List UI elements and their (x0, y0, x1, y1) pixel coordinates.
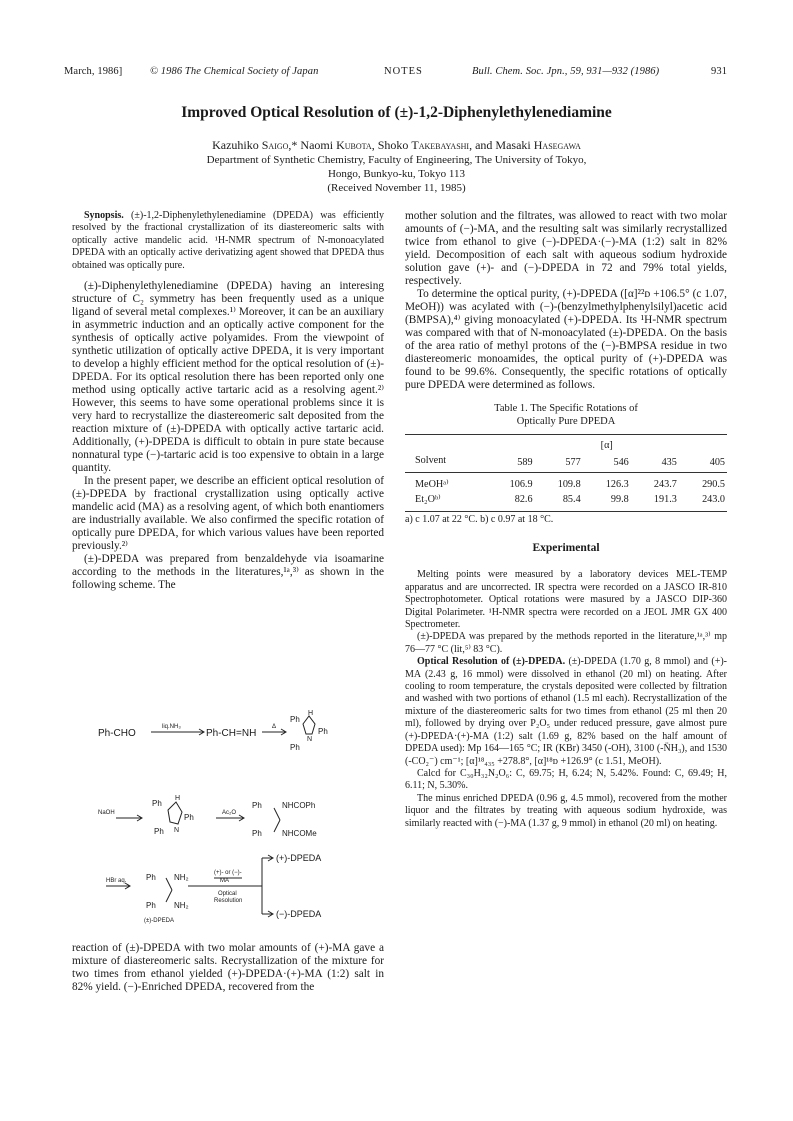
scheme-label: N (307, 736, 313, 743)
column-header: 577 (565, 457, 581, 468)
body-paragraph: reaction of (±)-DPEDA with two molar amounts of (+)-MA gave a mixture of diastereomeric salts. Recrystallization of the mixture for two times from ethanol yielded (+)-DPEDA·(+)-MA (1:2) salt in 82% yield. (−)-Enriched DPEDA, recovered from the (72, 942, 384, 993)
table-header-row (405, 435, 727, 454)
column-header: 589 (517, 457, 533, 468)
scheme-reagent: NaOH (98, 810, 115, 816)
table-cell: 106.9 (509, 479, 533, 490)
author-surname: Takebayashi (411, 138, 470, 152)
scheme-reagent: (+)- or (−)- (214, 870, 242, 876)
header-journal: Bull. Chem. Soc. Jpn., 59, 931—932 (1986) (472, 66, 660, 77)
column-header: Solvent (415, 455, 447, 466)
table-cell: 82.6 (514, 494, 533, 505)
table-row (405, 473, 727, 493)
table-cell: 243.0 (702, 494, 725, 505)
author-list (0, 138, 793, 153)
left-column-continued (72, 942, 384, 994)
body-paragraph: (±)-Diphenylethylenediamine (DPEDA) having an interesing structure of C₂ symmetry has been frequently used as a unique ligand of several metal complexes.¹⁾ Moreover, it can be an auxiliary in asymmetric induction and an optically active component for the synthesis of optically active polyamides. From the viewpoint of synthetic utilization of optically active DPEDA, it is very important to develop a highly efficient method for the optical resolution of (±)-DPEDA. For its optical resolution there has been reported only one method using optically active tartaric acid as a resolving agent.²⁾ However, this seems to have some operational problems since it is very hard to recrystallize the diastereomeric salt deposited from the reaction mixture of (±)-DPEDA with optically active tartaric acid. Additionally, (+)-DPEDA is difficult to obtain in pure state because nonnatural type (−)-tartaric acid is too expensive to obtain in a large quantity. (72, 280, 384, 475)
table-cell: 126.3 (605, 479, 629, 490)
rotation-table (405, 434, 727, 512)
body-paragraph: To determine the optical purity, (+)-DPEDA ([α]²²ᴅ +106.5° (c 1.07, MeOH)) was acylated with (−)-(benzylmethylphenylsilyl)acetic acid (BMPSA),⁴⁾ giving monoacylated (+)-DPEDA. Its ¹H-NMR spectrum was compared with that of N-monoacylated (±)-DPEDA. On the basis of the area ratio of methyl protons of the (−)-BMPSA residue in two diastereomeric monoamides, the optical purity of (+)-DPEDA was found to be 99.6%. Consequently, the specific rotations of optically pure DPEDA were determined as follows. (405, 288, 727, 391)
scheme-reagent: liq.NH₃ (162, 724, 181, 730)
scheme-label: NH₂ (174, 873, 189, 882)
corresponding-mark: ,* (288, 138, 301, 152)
body-paragraph (405, 656, 727, 768)
author-first-name: Naomi (300, 138, 337, 152)
scheme-reagent: Δ (272, 724, 277, 730)
author-separator: , (371, 138, 378, 152)
body-paragraph: In the present paper, we describe an efficient optical resolution of (±)-DPEDA by fractional crystallization using optically active mandelic acid (MA) as a resolving agent, of which both enantiomers are industrially available. We also confirmed the specific rotation of optically pure DPEDA, for which various values have been reported previously.²⁾ (72, 475, 384, 553)
header-copyright: © 1986 The Chemical Society of Japan (150, 66, 319, 77)
scheme-product: (+)-DPEDA (276, 853, 322, 863)
table-cell: 290.5 (702, 479, 725, 490)
scheme-label: H (308, 710, 314, 717)
isoamarine-ring (168, 802, 182, 824)
header-section: NOTES (384, 66, 423, 77)
table-1 (405, 402, 727, 526)
author-surname: Hasegawa (533, 138, 581, 152)
affiliation-line: Department of Synthetic Chemistry, Faculty of Engineering, The University of Tokyo, (206, 154, 587, 166)
scheme-label: NH₂ (174, 901, 189, 910)
table-row (405, 492, 727, 512)
table-cell: Et₂Oᵇ⁾ (415, 494, 441, 505)
scheme-label: Ph (146, 873, 156, 882)
scheme-label: Ph-CH=NH (206, 728, 257, 739)
author-first-name: Masaki (495, 138, 534, 152)
scheme-reagent: Optical (218, 891, 237, 897)
column-header: 435 (661, 457, 677, 468)
table-header-row (405, 453, 727, 473)
body-paragraph: Calcd for C₃₀H₃₂N₂O₆: C, 69.75; H, 6.24; N, 5.42%. Found: C, 69.49; H, 6.11; N, 5.30%. (405, 767, 727, 792)
subsection-heading: Optical Resolution of (±)-DPEDA. (417, 656, 566, 668)
scheme-reagent: Resolution (214, 898, 243, 904)
scheme-label: Ph (252, 829, 262, 838)
column-header: 405 (709, 457, 725, 468)
column-header: 546 (613, 457, 629, 468)
header-page-number: 931 (711, 66, 728, 77)
paragraph-text: (±)-DPEDA (1.70 g, 8 mmol) and (+)-MA (2.43 g, 16 mmol) were dissolved in ethanol (20 ml) on heating. After cooling to room temperature, the crystals deposited were collected by filtration and washed with two portions of ethanol (1.5 ml each). Recrystallization of the mixture of the diastereomeric salts for two times from ethanol (25 ml then 20 ml), followed by drying over P₂O₅ under reduced pressure, gave almost pure (+)-DPEDA·(+)-MA (1:2) salt (1.69 g, 82% based on the half amount of DPEDA used): Mp 164—165 °C; IR (KBr) 3450 (-OH), 3100 (-N̈H₃), and 1530 (-CO₂⁻) cm⁻¹; [α]¹⁸₄₃₅ +278.8°, [α]¹⁸ᴅ +126.9° (c 1.51, MeOH). (405, 656, 728, 767)
scheme-label: (±)-DPEDA (144, 918, 174, 924)
table-caption: Optically Pure DPEDA (516, 416, 616, 427)
author-first-name: Shoko (377, 138, 412, 152)
table-cell: 85.4 (562, 494, 581, 505)
body-paragraph: The minus enriched DPEDA (0.96 g, 4.5 mmol), recovered from the mother liquor and the filtrates by treating with aqueous sodium hydroxide, was similarly reacted with (−)-MA (1.37 g, 9 mmol) in ethanol (20 ml) on heating. (405, 792, 727, 829)
scheme-label: Ph (318, 727, 328, 736)
body-paragraph: mother solution and the filtrates, was allowed to react with two molar amounts of (−)-MA, and the resulting salt was similarly recrystallized twice from ethanol to give (−)-DPEDA·(−)-MA (1:2) salt in 82% yield. Decomposition of each salt with aqueous sodium hydroxide solution gave (+)- and (−)-DPEDA in 72 and 79% total yields, respectively. (405, 210, 727, 287)
scheme-label: Ph (290, 743, 300, 752)
synopsis-text: (±)-1,2-Diphenylethylenediamine (DPEDA) was efficiently resolved by the fractional crystallization of its diastereomeric salts with optically active mandelic acid. ¹H-NMR spectrum of N-monoacylated DPEDA with an optically active derivatizing agent showed that DPEDA thus obtained was optically pure. (72, 210, 384, 271)
synopsis (72, 210, 384, 272)
author-separator: , and (469, 138, 496, 152)
header-date: March, 1986] (64, 66, 123, 77)
imidazoline-ring (303, 716, 315, 734)
scheme-label: H (175, 795, 181, 802)
scheme-label: NHCOPh (282, 801, 316, 810)
author-first-name: Kazuhiko (212, 138, 262, 152)
synthesis-scheme (96, 710, 386, 928)
scheme-reagent: MA (220, 878, 229, 884)
right-column (405, 210, 727, 830)
left-column (72, 210, 384, 592)
synopsis-label: Synopsis. (84, 210, 124, 221)
scheme-product: (−)-DPEDA (276, 909, 322, 919)
table-cell: 243.7 (653, 479, 677, 490)
affiliation-line: Hongo, Bunkyo-ku, Tokyo 113 (327, 168, 466, 180)
scheme-reagent: Ac₂O (222, 810, 236, 816)
body-paragraph: Melting points were measured by a laboratory devices MEL-TEMP apparatus and are uncorrected. IR spectra were recorded on a JASCO IR-810 Spectrophotometer. Optical rotations were masured by a JASCO DIP-360 Digital Polarimeter. ¹H-NMR spectra were recorded on a JEOL JMR GX 400 Spectrometer. (405, 569, 727, 631)
scheme-label: Ph (290, 715, 300, 724)
scheme-label: Ph (146, 901, 156, 910)
scheme-label: Ph (252, 801, 262, 810)
alpha-header: [α] (600, 440, 613, 451)
scheme-reagent: HBr aq. (106, 878, 127, 884)
body-paragraph: (±)-DPEDA was prepared from benzaldehyde via isoamarine according to the methods in the literatures,¹ᵃ,³⁾ as shown in the following scheme. The (72, 553, 384, 592)
table-cell: MeOHᵃ⁾ (415, 479, 449, 490)
scheme-label: Ph-CHO (98, 728, 136, 739)
table-cell: 99.8 (610, 494, 629, 505)
table-cell: 191.3 (653, 494, 677, 505)
scheme-label: NHCOMe (282, 829, 317, 838)
received-date: (Received November 11, 1985) (327, 182, 466, 194)
table-caption: Table 1. The Specific Rotations of (494, 403, 638, 414)
scheme-label: N (174, 827, 180, 834)
table-cell: 109.8 (557, 479, 581, 490)
author-surname: Kubota (336, 138, 372, 152)
scheme-label: Ph (184, 813, 194, 822)
body-paragraph: (±)-DPEDA was prepared by the methods reported in the literature,¹ᵃ,³⁾ mp 76—77 °C (lit,⁵⁾ 83 °C). (405, 631, 727, 655)
experimental-section (405, 569, 727, 830)
article-title: Improved Optical Resolution of (±)-1,2-Diphenylethylenediamine (181, 104, 612, 121)
section-heading: Experimental (532, 542, 600, 555)
table-footnote: a) c 1.07 at 22 °C. b) c 0.97 at 18 °C. (405, 514, 554, 525)
scheme-label: Ph (154, 827, 164, 836)
author-surname: Saigo (261, 138, 289, 152)
scheme-label: Ph (152, 799, 162, 808)
